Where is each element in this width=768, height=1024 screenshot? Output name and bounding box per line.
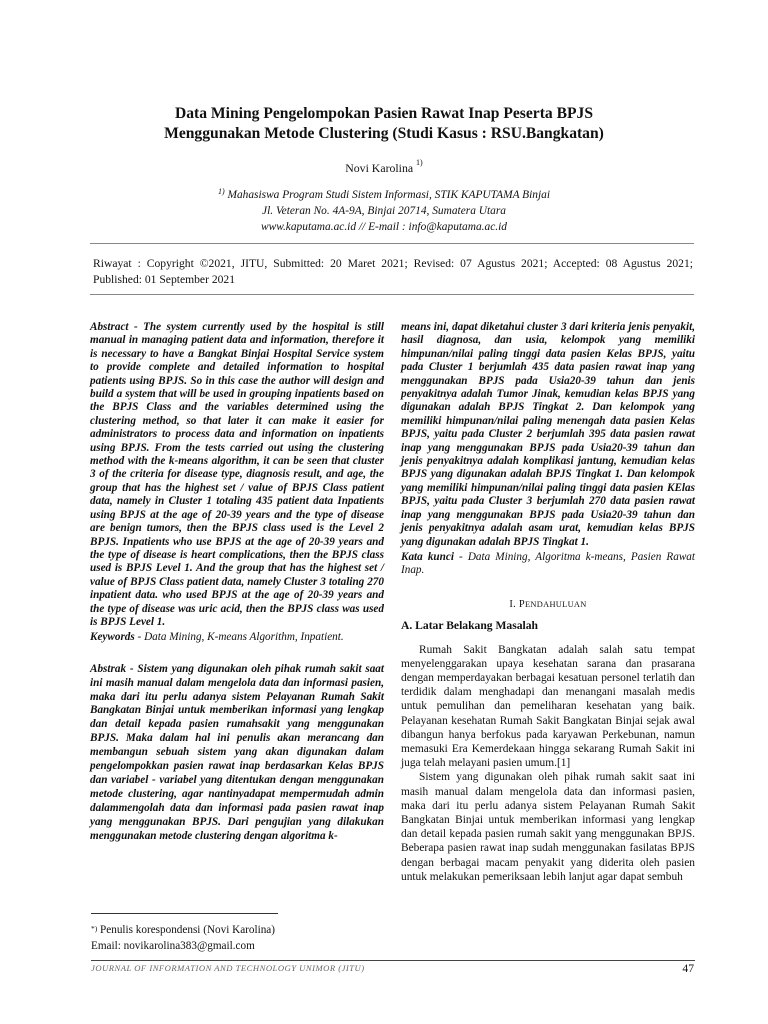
affiliation-sup: 1) [217,187,225,196]
abstract-indonesian-part-1: Abstrak - Sistem yang digunakan oleh pihak rumah sakit saat ini masih manual dalam mengelola data dan informasi pasien, maka dari itu perlu adanya sistem Pelayanan Rumah Sakit Bangkatan Binjai untuk memberikan informasi yang lengkap dan detail kepada pasien rumahsakit yang menggunakan BPJS. Maka dalam hal ini penulis akan merancang dan membangun sebuah sistem yang akan digunakan dalam pengelompokkan pasien rawat inap berdasarkan Kelas BPJS dan variabel - variabel yang ditentukan dengan menggunakan metode clustering, agar nantinyadapat mempermudah admin dalammengolah data dan informasi pada pasien rawat inap yang menggunakan BPJS. Dari pengujian yang dilakukan menggunakan metode clustering dengan algoritma k- [90,662,384,842]
abstract-english: Abstract - The system currently used by the hospital is still manual in managing patient data and information, therefore it is necessary to have a Bangkat Binjai Hospital Service system to provide complete and detailed information to hospital patients using BPJS. So in this case the author will design and build a system that will be used in grouping inpatients based on the BPJS Class and the variables determined using the clustering method, so that later it can make it easier for administrators to process data and information on inpatients using BPJS. From the tests carried out using the clustering method with the k-means algorithm, it can be seen that cluster 3 of the criteria for disease type, diagnosis result, and age, the group that has the highest set / value of BPJS Class patient data, namely in Cluster 1 totaling 435 patient data Inpatients using BPJS at the age of 20-39 years and the type of disease are benign tumors, then the BPJS class used is the Level 2 BPJS. Inpatients who use BPJS at the age of 20-39 years and the type of disease is heart complications, then the BPJS class used is BPJS Level 1. And the group that has the highest set / value of BPJS Class patient data, namely Cluster 3 totaling 270 inpatient data. who used BPJS at the age of 20-39 years and the type of disease was uric acid, then the BPJS class was used is BPJS Level 1. [90,321,384,628]
affiliation-text-1: Mahasiswa Program Studi Sistem Informasi, STIK KAPUTAMA Binjai [227,189,551,201]
intro-paragraph-2: Sistem yang digunakan oleh pihak rumah sakit saat ini masih manual dalam mengelola data dan informasi pasien, maka dari itu perlu adanya sistem Pelayanan Rumah Sakit Bangkatan Binjai untuk memberikan informasi yang lengkap dan detail kepada pasien rumah sakit yang menggunakan BPJS. Beberapa pasien rawat inap sudah menggunakan fasilatas BPJS dengan berbagai macam penyakit yang diderita oleh pasien untuk melakukan pemeriksaan lebih lanjut agar dapat sembuh [401,771,695,883]
footnote-rule [91,913,278,914]
paper-title [80,104,688,144]
right-column [401,321,695,884]
section-heading-rest: ENDAHULUAN [525,599,587,609]
kata-kunci-label: Kata kunci [401,550,454,563]
section-heading [401,598,695,611]
section-heading-numeral: I. P [509,598,525,610]
footnote-line-2: Email: novikarolina383@gmail.com [91,939,255,952]
affiliation-line-3: www.kaputama.ac.id // E-mail : info@kaputama.ac.id [261,221,507,233]
keywords-label: Keywords [90,631,135,644]
abstract-indonesian-part-2: means ini, dapat diketahui cluster 3 dari kriteria jenis penyakit, hasil diagnosa, dan usia, kelompok yang memiliki himpunan/nilai paling tinggi data pasien Kelas BPJS, yaitu pada Cluster 1 berjumlah 435 data pasien rawat inap yang menggunakan BPJS pada Usia20-39 tahun dan jenis penyakitnya adalah Tumor Jinak, kemudian kelas BPJS yang digunakan adalah BPJS Tingkat 2. Dan kelompok yang memiliki himpunan/nilai paling menengah data pasien Kelas BPJS, yaitu pada Cluster 2 berjumlah 395 data pasien rawat inap yang menggunakan BPJS pada Usia20-39 tahun dan jenis penyakitnya adalah komplikasi jantung, kemudian kelas BPJS yang digunakan adalah BPJS Tingkat 1. Dan kelompok yang memiliki himpunan/nilai paling tinggi data pasien KElas BPJS, yaitu pada Cluster 3 berjumlah 270 data pasien rawat inap yang menggunakan BPJS pada Usia20-39 tahun dan jenis penyakitnya adalah asam urat, kemudian kelas BPJS yang digunakan adalah BPJS Tingkat 1. [401,321,695,548]
author-line [80,158,688,176]
footnote [91,923,385,954]
footer-rule [91,960,695,961]
article-history: Riwayat : Copyright ©2021, JITU, Submitted: 20 Maret 2021; Revised: 07 Agustus 2021; Accepted: 08 Agustus 2021; Published: 01 September 2021 [93,257,693,286]
title-line-2: Menggunakan Metode Clustering (Studi Kasus : RSU.Bangkatan) [164,125,604,142]
intro-paragraph-1: Rumah Sakit Bangkatan adalah salah satu tempat menyelenggarakan upaya kesehatan sarana dan prasarana dengan memperdayakan berbagai kesatuan personel terlatih dan terdidik dalam menghadapi dan menangani masalah medis untuk pemulihan dan pemeliharan kesehatan yang baik. Pelayanan kesehatan Rumah Sakit Bangkatan Binjai sejak awal dibangun hanya berfokus pada karyawan Perkebunan, namun memasuki Era Kemerdekaan hingga sekarang Rumah Sakit ini juga telah melayani pasien umum.[1] [401,643,695,770]
author-name: Novi Karolina [345,161,414,175]
author-sup: 1) [416,158,423,167]
footnote-sup: *) [91,924,98,933]
keywords-value: - Data Mining, K-means Algorithm, Inpatient. [134,631,344,644]
title-line-1: Data Mining Pengelompokan Pasien Rawat Inap Peserta BPJS [174,105,593,122]
journal-name: JOURNAL OF INFORMATION AND TECHNOLOGY UNIMOR (JITU) [91,963,365,973]
page-number: 47 [682,962,694,975]
affiliation [80,187,688,235]
subsection-heading: A. Latar Belakang Masalah [401,619,538,633]
left-column [90,321,384,844]
history-bottom-rule [90,294,694,295]
footnote-line-1 [91,923,385,939]
kata-kunci-value: - Data Mining, Algoritma k-means, Pasien Rawat Inap. [401,550,695,577]
history-top-rule [90,243,694,244]
affiliation-line-1 [80,187,688,203]
affiliation-line-2: Jl. Veteran No. 4A-9A, Binjai 20714, Sumatera Utara [262,205,506,217]
footnote-text: Penulis korespondensi (Novi Karolina) [97,924,275,936]
keywords-english [90,631,384,644]
keywords-indonesian [401,551,695,578]
